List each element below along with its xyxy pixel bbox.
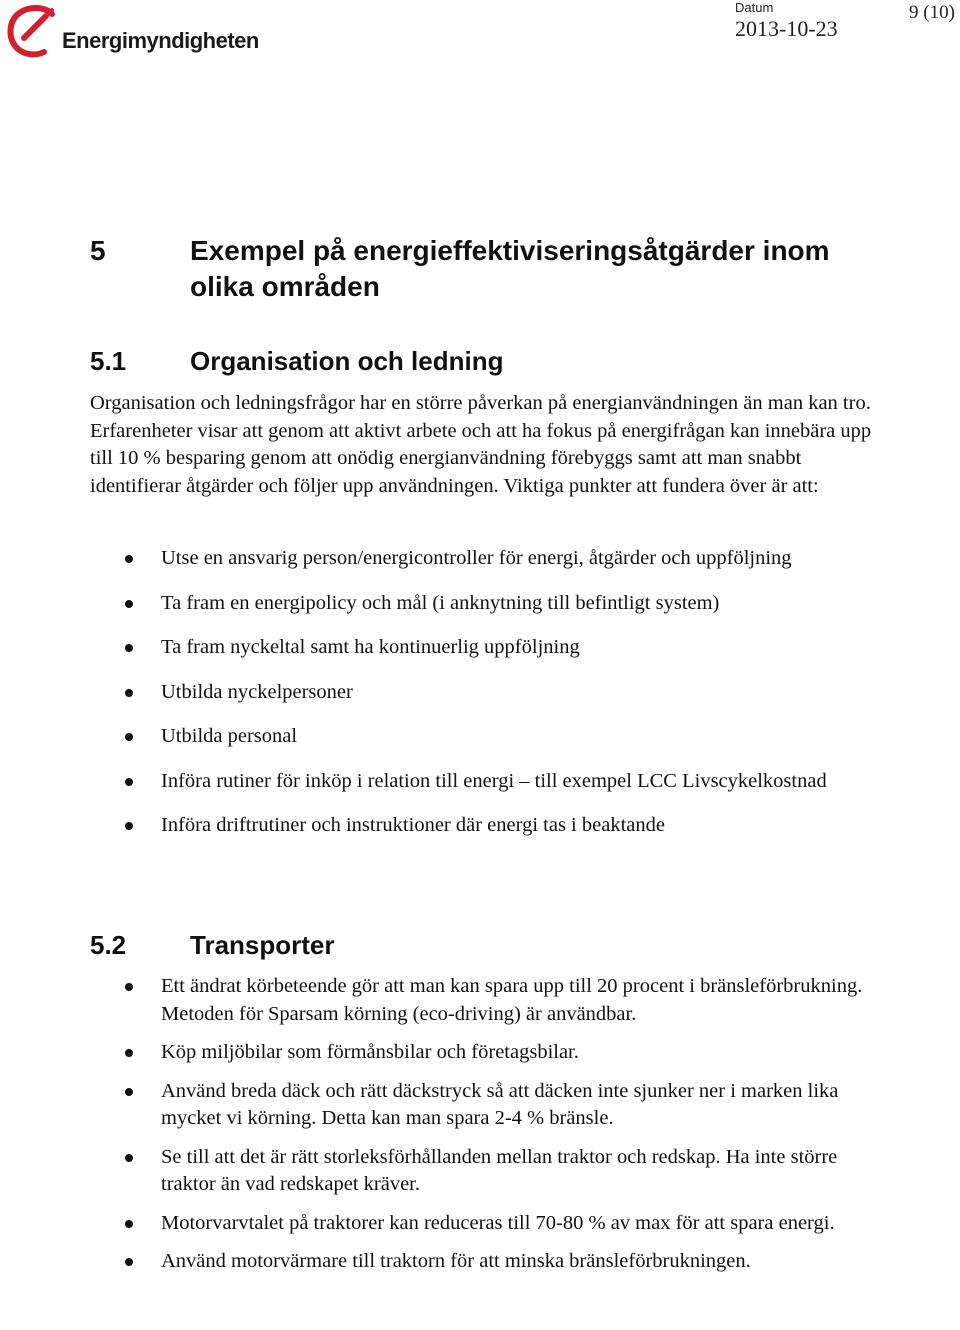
section-number: 5.1 — [90, 346, 127, 376]
section-number: 5 — [90, 235, 106, 266]
list-item: Utbilda nyckelpersoner — [90, 679, 880, 707]
list-item: Använd motorvärmare till traktorn för att minska bränsleförbrukningen. — [90, 1248, 880, 1276]
list-item: Ett ändrat körbeteende gör att man kan spara upp till 20 procent i bränsleförbrukning. Metoden för Sparsam körning (eco-driving) är användbar. — [90, 973, 880, 1028]
date-label: Datum — [735, 0, 774, 15]
section-title: Exempel på energieffektiviseringsåtgärder inom olika områden — [190, 235, 830, 302]
section-title: Organisation och ledning — [190, 346, 504, 376]
transport-bullet-list — [90, 973, 880, 1276]
energimyndigheten-logo-icon — [6, 4, 62, 58]
list-item: Använd breda däck och rätt däckstryck så att däcken inte sjunker ner i marken lika mycket vi körning. Detta kan man spara 2-4 % bränsle. — [90, 1078, 880, 1133]
list-item: Se till att det är rätt storleksförhållanden mellan traktor och redskap. Ha inte större traktor än vad redskapet kräver. — [90, 1144, 880, 1199]
section-5-1-heading — [90, 345, 890, 377]
list-item: Motorvarvtalet på traktorer kan reduceras till 70-80 % av max för att spara energi. — [90, 1210, 880, 1238]
list-item: Ta fram nyckeltal samt ha kontinuerlig uppföljning — [90, 634, 880, 662]
list-item: Utbilda personal — [90, 723, 880, 751]
list-item: Köp miljöbilar som förmånsbilar och företagsbilar. — [90, 1039, 880, 1067]
logo-text: Energimyndigheten — [62, 28, 259, 53]
logo — [6, 4, 259, 58]
list-item: Införa rutiner för inköp i relation till energi – till exempel LCC Livscykelkostnad — [90, 768, 880, 796]
section-number: 5.2 — [90, 930, 127, 960]
organisation-bullet-list — [90, 545, 880, 840]
section-5-heading — [90, 233, 890, 305]
date-value: 2013-10-23 — [735, 16, 838, 41]
list-item: Införa driftrutiner och instruktioner där energi tas i beaktande — [90, 812, 880, 840]
section-title: Transporter — [190, 930, 335, 960]
section-5-2-heading — [90, 929, 890, 961]
list-item: Ta fram en energipolicy och mål (i anknytning till befintligt system) — [90, 590, 880, 618]
organisation-paragraph: Organisation och ledningsfrågor har en större påverkan på energianvändningen än man kan tro. Erfarenheter visar att genom att aktivt arbete och att ha fokus på energifrågan kan innebära upp till 10 % besparing genom att onödig energianvändning förebyggs samt att man snabbt identifierar åtgärder och följer upp användningen. Viktiga punkter att fundera över är att: — [90, 392, 872, 497]
list-item: Utse en ansvarig person/energicontroller för energi, åtgärder och uppföljning — [90, 545, 880, 573]
page-number: 9 (10) — [909, 2, 955, 23]
